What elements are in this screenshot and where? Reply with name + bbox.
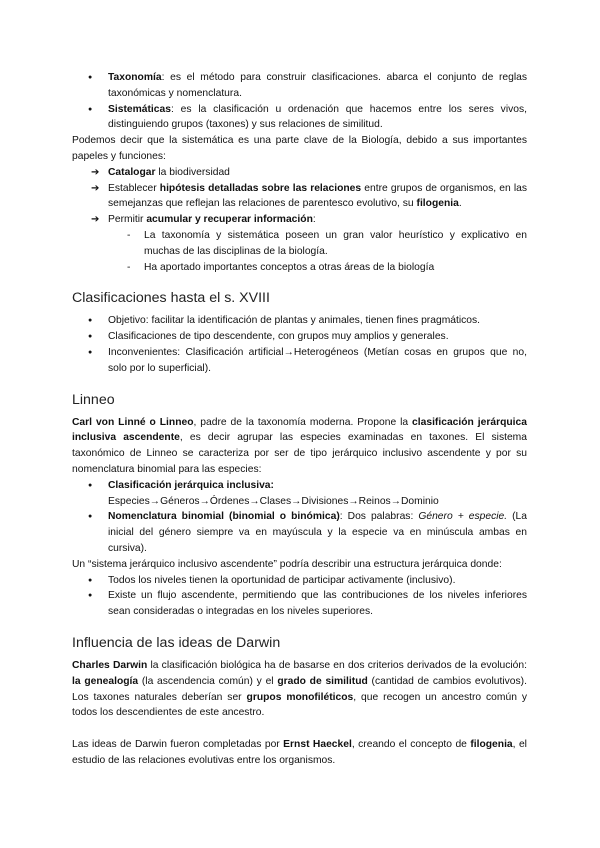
- list-item: [72, 70, 527, 102]
- document-page: [72, 70, 527, 769]
- bold-text: Carl von Linné o Linneo: [72, 416, 194, 428]
- text: Permitir: [108, 214, 147, 226]
- section-heading: Clasificaciones hasta el s. XVIII: [72, 290, 270, 307]
- definition: : es el método para construir clasificaciones. abarca el conjunto de reglas taxonómicas y nomenclatura.: [108, 72, 527, 99]
- bold-text: la genealogía: [72, 675, 139, 687]
- list-item: ● Todos los niveles tienen la oportunidad de participar activamente (inclusivo).: [72, 573, 527, 589]
- definitions-list: [72, 70, 527, 133]
- bold-text: Ernst Haeckel: [283, 739, 352, 751]
- text: .: [458, 198, 462, 210]
- text: Las ideas de Darwin fueron completadas por: [72, 739, 284, 751]
- text: la clasificación biológica ha de basarse en dos criterios derivados de la evolución:: [147, 659, 527, 671]
- paragraph: Podemos decir que la sistemática es una parte clave de la Biología, debido a sus importantes papeles y funciones:: [72, 135, 527, 162]
- list-item: - La taxonomía y sistemática poseen un gran valor heurístico y explicativo en muchas de las disciplinas de la biología.: [72, 228, 527, 260]
- term: Sistemáticas: [108, 103, 171, 115]
- bullet-list: [72, 573, 527, 620]
- text: entre grupos de organismos, en las semejanzas que reflejan las relaciones de parentesco evolutivo, su: [108, 182, 527, 210]
- functions-list: [72, 165, 527, 276]
- text: : Dos palabras:: [339, 511, 419, 523]
- list-item: [72, 165, 527, 181]
- bold-text: Charles Darwin: [72, 659, 148, 671]
- list-item: ● Objetivo: facilitar la identificación de plantas y animales, tienen fines pragmáticos.: [72, 313, 527, 329]
- list-item: ● Existe un flujo ascendente, permitiendo que las contribuciones de los niveles inferiores sean consideradas o integradas en los niveles superiores.: [72, 588, 527, 620]
- text: la biodiversidad: [155, 166, 230, 178]
- text: (la ascendencia común) y el: [138, 675, 278, 687]
- list-item: ● Inconvenientes: Clasificación artificial→Heterogéneos (Metían cosas en grupos que no, solo por lo superficial).: [72, 345, 527, 377]
- list-item: - Ha aportado importantes conceptos a otras áreas de la biología: [72, 260, 527, 276]
- bold-text: grupos monofiléticos: [246, 691, 354, 703]
- list-item: [72, 478, 527, 510]
- spacer: [72, 721, 527, 737]
- paragraph: [72, 737, 527, 769]
- bold-text: grado de similitud: [277, 675, 368, 687]
- bullet-list: [72, 313, 527, 376]
- bold-text: acumular y recuperar información: [146, 214, 313, 226]
- section-heading: Linneo: [72, 391, 115, 408]
- bold-text: filogenia: [416, 198, 459, 210]
- list-item: [72, 509, 527, 556]
- paragraph: [72, 415, 527, 478]
- list-item: [72, 102, 527, 134]
- text: Especies→Géneros→Órdenes→Clases→Divisiones→Reinos→Dominio: [108, 495, 439, 507]
- list-item: [72, 181, 527, 213]
- text: , que recogen un ancestro común y todos los descendientes de este ancestro.: [72, 691, 527, 719]
- definition: : es la clasificación u ordenación que hacemos entre los seres vivos, distinguiendo grupos (taxones) y sus relaciones de similitud.: [108, 103, 527, 131]
- section-heading: Influencia de las ideas de Darwin: [72, 634, 281, 651]
- text: , el estudio de las relaciones evolutivas entre los organismos.: [72, 739, 527, 766]
- text: , creando el concepto de: [351, 739, 471, 751]
- text: :: [312, 214, 316, 226]
- text: (La inicial del género siempre va en mayúscula y la especie va en minúscula ambas en cursiva).: [108, 511, 527, 554]
- bold-text: filogenia: [470, 739, 513, 751]
- bold-text: Clasificación jerárquica inclusiva:: [108, 479, 274, 491]
- bold-text: Nomenclatura binomial (binomial o binómica): [108, 511, 340, 523]
- bold-text: clasificación jerárquica inclusiva ascendente: [72, 416, 527, 444]
- text: Establecer: [108, 182, 160, 194]
- text: , padre de la taxonomía moderna. Propone la: [193, 416, 413, 428]
- term: Taxonomía: [108, 72, 162, 83]
- italic-text: Género + especie.: [418, 511, 508, 523]
- paragraph: Un “sistema jerárquico inclusivo ascendente” podría describir una estructura jerárquica donde:: [72, 558, 502, 570]
- list-item: ● Clasificaciones de tipo descendente, con grupos muy amplios y generales.: [72, 329, 527, 345]
- bullet-list: [72, 478, 527, 557]
- bold-text: hipótesis detalladas sobre las relaciones: [159, 182, 362, 194]
- text: , es decir agrupar las especies examinadas en taxones. El sistema taxonómico de Linneo se caracteriza por ser de tipo jerárquico inclusivo ascendente y por su nomenclatura binomial para las especies:: [72, 432, 527, 475]
- text: (cantidad de cambios evolutivos). Los taxones naturales deberían ser: [72, 675, 527, 703]
- list-item: [72, 212, 527, 228]
- bold-text: Catalogar: [108, 166, 156, 178]
- paragraph: [72, 658, 527, 721]
